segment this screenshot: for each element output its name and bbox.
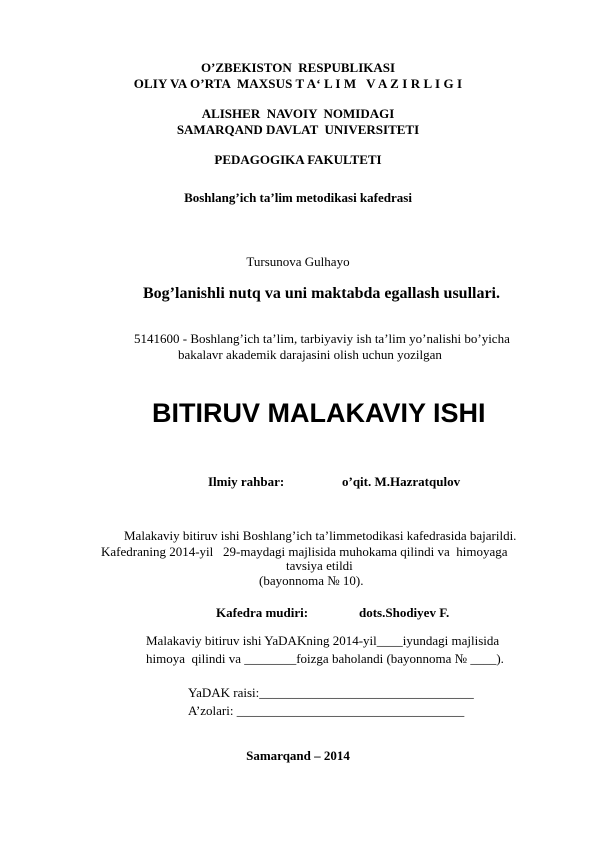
thesis-topic: Bog’lanishli nutq va uni maktabda egallash usullari.	[143, 285, 500, 302]
defense-note-line-4: (bayonnoma № 10).	[259, 573, 364, 588]
department-name: Boshlang’ich ta’lim metodikasi kafedrasi	[184, 190, 412, 205]
sak-members-line: A’zolari: ___________________________________	[188, 703, 465, 718]
work-title: BITIRUV MALAKAVIY ISHI	[152, 398, 486, 428]
header-republic: O’ZBEKISTON RESPUBLIKASI	[200, 60, 396, 75]
head-of-department-label: Kafedra mudiri:	[216, 605, 309, 620]
header-ministry: OLIY VA O’RTA MAXSUS T A‘ L I M V A Z I R L I G I	[133, 76, 463, 91]
sak-note-line-1: Malakaviy bitiruv ishi YaDAKning 2014-yil____iyundagi majlisida	[146, 633, 500, 648]
head-of-department-name: dots.Shodiyev F.	[359, 605, 450, 620]
supervisor-name: o’qit. M.Hazratqulov	[342, 474, 461, 489]
sak-note-line-2: himoya qilindi va ________foizga baholandi (bayonnoma № ____).	[146, 651, 504, 666]
author-name: Tursunova Gulhayo	[246, 254, 350, 269]
header-named-after: ALISHER NAVOIY NOMIDAGI	[201, 106, 395, 121]
supervisor-label: Ilmiy rahbar:	[208, 474, 285, 489]
speciality-line-1: 5141600 - Boshlang’ich ta’lim, tarbiyaviy ish ta’lim yo’nalishi bo’yicha	[134, 331, 510, 346]
place-and-year: Samarqand – 2014	[246, 748, 350, 763]
defense-note-line-2: Kafedraning 2014-yil 29-maydagi majlisida muhokama qilindi va himoyaga	[101, 544, 508, 559]
sak-chair-line: YaDAK raisi:_________________________________	[188, 685, 474, 700]
header-university: SAMARQAND DAVLAT UNIVERSITETI	[176, 122, 420, 137]
speciality-line-2: bakalavr akademik darajasini olish uchun yozilgan	[178, 347, 442, 362]
faculty-name: PEDAGOGIKA FAKULTETI	[214, 152, 382, 167]
defense-note-line-1: Malakaviy bitiruv ishi Boshlang’ich ta’limmetodikasi kafedrasida bajarildi.	[124, 528, 517, 543]
defense-note-line-3: tavsiya etildi	[286, 558, 353, 573]
